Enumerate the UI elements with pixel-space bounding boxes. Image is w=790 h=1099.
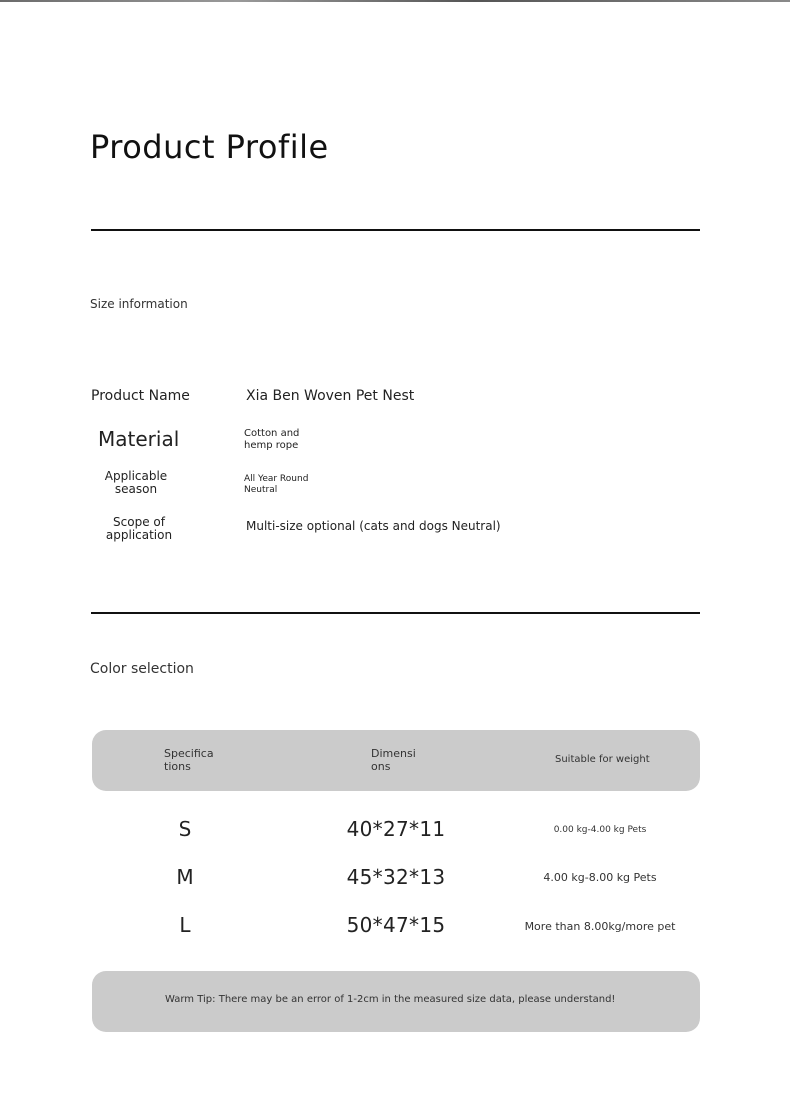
material-value	[244, 428, 314, 452]
season-key	[100, 470, 172, 496]
season-value-line2: Neutral	[244, 485, 278, 495]
table-row	[0, 817, 790, 847]
scope-key-line2: application	[105, 528, 173, 542]
table-row	[0, 913, 790, 943]
scope-value: Multi-size optional (cats and dogs Neutral)	[246, 519, 501, 533]
season-key-line2: season	[114, 482, 158, 496]
header-spec-line1: Specifica	[164, 747, 214, 760]
warm-tip-box	[92, 971, 700, 1032]
material-key: Material	[98, 427, 180, 451]
row-weight: 4.00 kg-8.00 kg Pets	[543, 871, 657, 884]
header-specifications	[164, 747, 216, 773]
color-selection-label: Color selection	[90, 661, 194, 677]
row-dimensions: 40*27*11	[346, 817, 446, 841]
scope-key-line1: Scope of	[113, 515, 165, 529]
header-dimensions	[371, 747, 419, 773]
row-size: M	[176, 865, 194, 889]
season-key-line1: Applicable	[104, 469, 168, 483]
page-title: Product Profile	[90, 128, 329, 166]
season-value-line1: All Year Round	[244, 474, 309, 484]
product-name-key: Product Name	[91, 388, 190, 404]
header-dim-line1: Dimensi	[371, 747, 416, 760]
scope-key	[100, 516, 178, 542]
warm-tip-text: Warm Tip: There may be an error of 1-2cm in the measured size data, please understand!	[165, 994, 616, 1005]
table-row	[0, 865, 790, 895]
row-weight: 0.00 kg-4.00 kg Pets	[553, 825, 647, 835]
header-dim-line2: ons	[371, 760, 391, 773]
row-size: S	[178, 817, 192, 841]
header-spec-line2: tions	[164, 760, 191, 773]
row-size: L	[179, 913, 191, 937]
size-table-header	[92, 730, 700, 791]
divider-top	[91, 229, 700, 231]
header-weight: Suitable for weight	[555, 754, 650, 765]
row-dimensions: 45*32*13	[346, 865, 446, 889]
top-border	[0, 0, 790, 2]
material-value-line2: hemp rope	[244, 440, 299, 451]
product-name-value: Xia Ben Woven Pet Nest	[246, 388, 415, 404]
row-weight: More than 8.00kg/more pet	[524, 920, 676, 933]
divider-middle	[91, 612, 700, 614]
size-info-label: Size information	[90, 297, 188, 311]
material-value-line1: Cotton and	[244, 428, 300, 439]
season-value	[244, 474, 324, 496]
row-dimensions: 50*47*15	[346, 913, 446, 937]
